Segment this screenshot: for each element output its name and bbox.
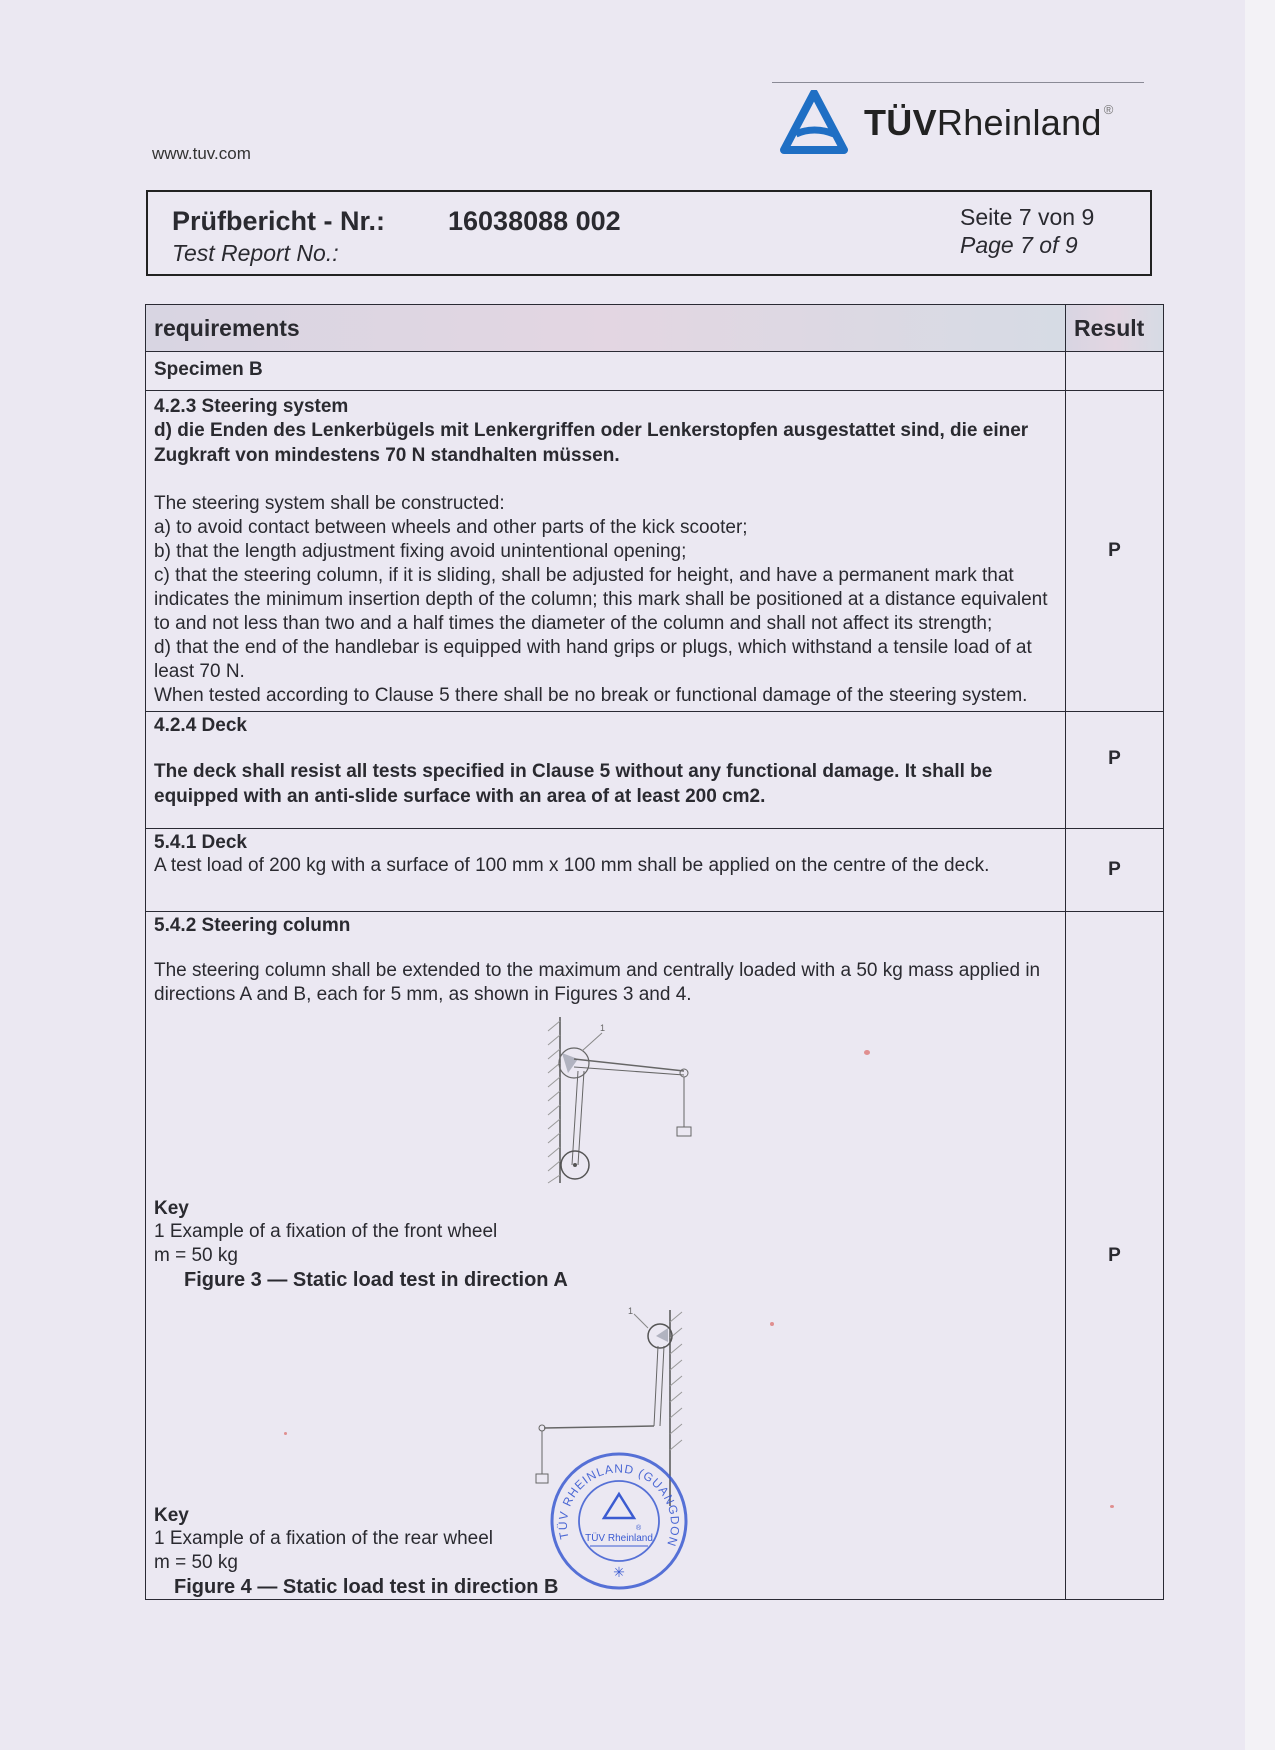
- clause-line: When tested according to Clause 5 there shall be no break or functional damage of the steering system.: [154, 685, 1028, 706]
- ink-speck: [284, 1432, 287, 1435]
- report-label-en: Test Report No.:: [172, 240, 339, 266]
- logo-divider: [772, 82, 1144, 83]
- requirements-table: [145, 304, 1164, 1600]
- table-row: [146, 712, 1164, 829]
- clause-title: 5.4.1 Deck: [154, 832, 247, 853]
- page-edge: [1245, 0, 1275, 1750]
- figure-3-drawing: [154, 1007, 1057, 1197]
- figure-4-key-label: Key: [154, 1505, 189, 1526]
- website-url: www.tuv.com: [152, 144, 251, 163]
- figure-3-key-item: 1 Example of a fixation of the front wheel: [154, 1221, 498, 1242]
- table-row: [146, 391, 1164, 712]
- header-result: Result: [1066, 305, 1164, 352]
- clause-line: c) that the steering column, if it is sliding, shall be adjusted for height, and have a permanent mark that indicates the minimum insertion depth of the column; this mark shall be positioned at a distance equivalent to and not less than two and a half times the diameter of the column and shall not affect its strength;: [154, 565, 1048, 634]
- stamp-inner-text: TÜV Rheinland: [585, 1533, 653, 1544]
- ink-speck: [770, 1322, 774, 1326]
- clause-line: d) that the end of the handlebar is equipped with hand grips or plugs, which withstand a tensile load of at least 70 N.: [154, 637, 1032, 682]
- ink-speck: [1110, 1505, 1114, 1508]
- specimen-label: Specimen B: [154, 359, 263, 380]
- tuv-logo: [778, 88, 1114, 158]
- clause-bold-text: d) die Enden des Lenkerbügels mit Lenkergriffen oder Lenkerstopfen ausgestattet sind, die einer Zugkraft von mindestens 70 N standhalten müssen.: [154, 420, 1029, 466]
- company-stamp: [548, 1450, 690, 1592]
- report-label-de: Prüfbericht - Nr.:: [172, 206, 386, 236]
- static-load-a-diagram: [534, 1011, 694, 1191]
- specimen-row: [146, 352, 1164, 391]
- ink-speck: [864, 1050, 870, 1055]
- clause-title: 4.2.3 Steering system: [154, 396, 349, 417]
- figure-4-caption: Figure 4 — Static load test in direction B: [174, 1576, 559, 1598]
- page-number-de: Seite 7 von 9: [960, 204, 1095, 230]
- clause-title: 5.4.2 Steering column: [154, 915, 351, 936]
- result-value: P: [1066, 712, 1164, 829]
- report-number: 16038088 002: [448, 206, 621, 236]
- figure-4-mass: m = 50 kg: [154, 1552, 238, 1573]
- clause-text: The steering column shall be extended to the maximum and centrally loaded with a 50 kg mass applied in directions A and B, each for 5 mm, as shown in Figures 3 and 4.: [154, 960, 1041, 1005]
- stamp-star-icon: ✳: [613, 1564, 625, 1580]
- clause-bold-text: The deck shall resist all tests specified in Clause 5 without any functional damage. It shall be equipped with an anti-slide surface with an area of at least 200 cm2.: [154, 761, 993, 807]
- table-row: [146, 829, 1164, 912]
- header-requirements: requirements: [146, 305, 1066, 352]
- clause-line: b) that the length adjustment fixing avoid unintentional opening;: [154, 541, 687, 562]
- tuv-seal-icon: [548, 1450, 690, 1592]
- result-value: P: [1066, 391, 1164, 712]
- figure-3-mass: m = 50 kg: [154, 1245, 238, 1266]
- clause-title: 4.2.4 Deck: [154, 715, 247, 736]
- tuv-triangle-icon: [778, 90, 850, 156]
- clause-line: a) to avoid contact between wheels and other parts of the kick scooter;: [154, 517, 748, 538]
- clause-text: A test load of 200 kg with a surface of 100 mm x 100 mm shall be applied on the centre of the deck.: [154, 855, 990, 876]
- table-header-row: [146, 305, 1164, 352]
- stamp-outer-text: TÜV RHEINLAND (GUANGDON: [555, 1461, 683, 1549]
- report-header-box: [146, 190, 1152, 276]
- figure-4-key-item: 1 Example of a fixation of the rear wheel: [154, 1528, 494, 1549]
- figure-3-caption: Figure 3 — Static load test in direction A: [184, 1269, 568, 1291]
- figure-3-key-label: Key: [154, 1198, 189, 1219]
- result-value: P: [1066, 829, 1164, 912]
- stamp-registered: ®: [636, 1525, 642, 1532]
- figure-3-callout: 1: [600, 1023, 606, 1033]
- clause-line: The steering system shall be constructed:: [154, 493, 505, 514]
- page-number-en: Page 7 of 9: [960, 232, 1078, 258]
- result-value: P: [1066, 912, 1164, 1600]
- logo-wordmark: TÜVRheinland ®: [864, 102, 1114, 143]
- figure-4-callout: 1: [628, 1306, 634, 1316]
